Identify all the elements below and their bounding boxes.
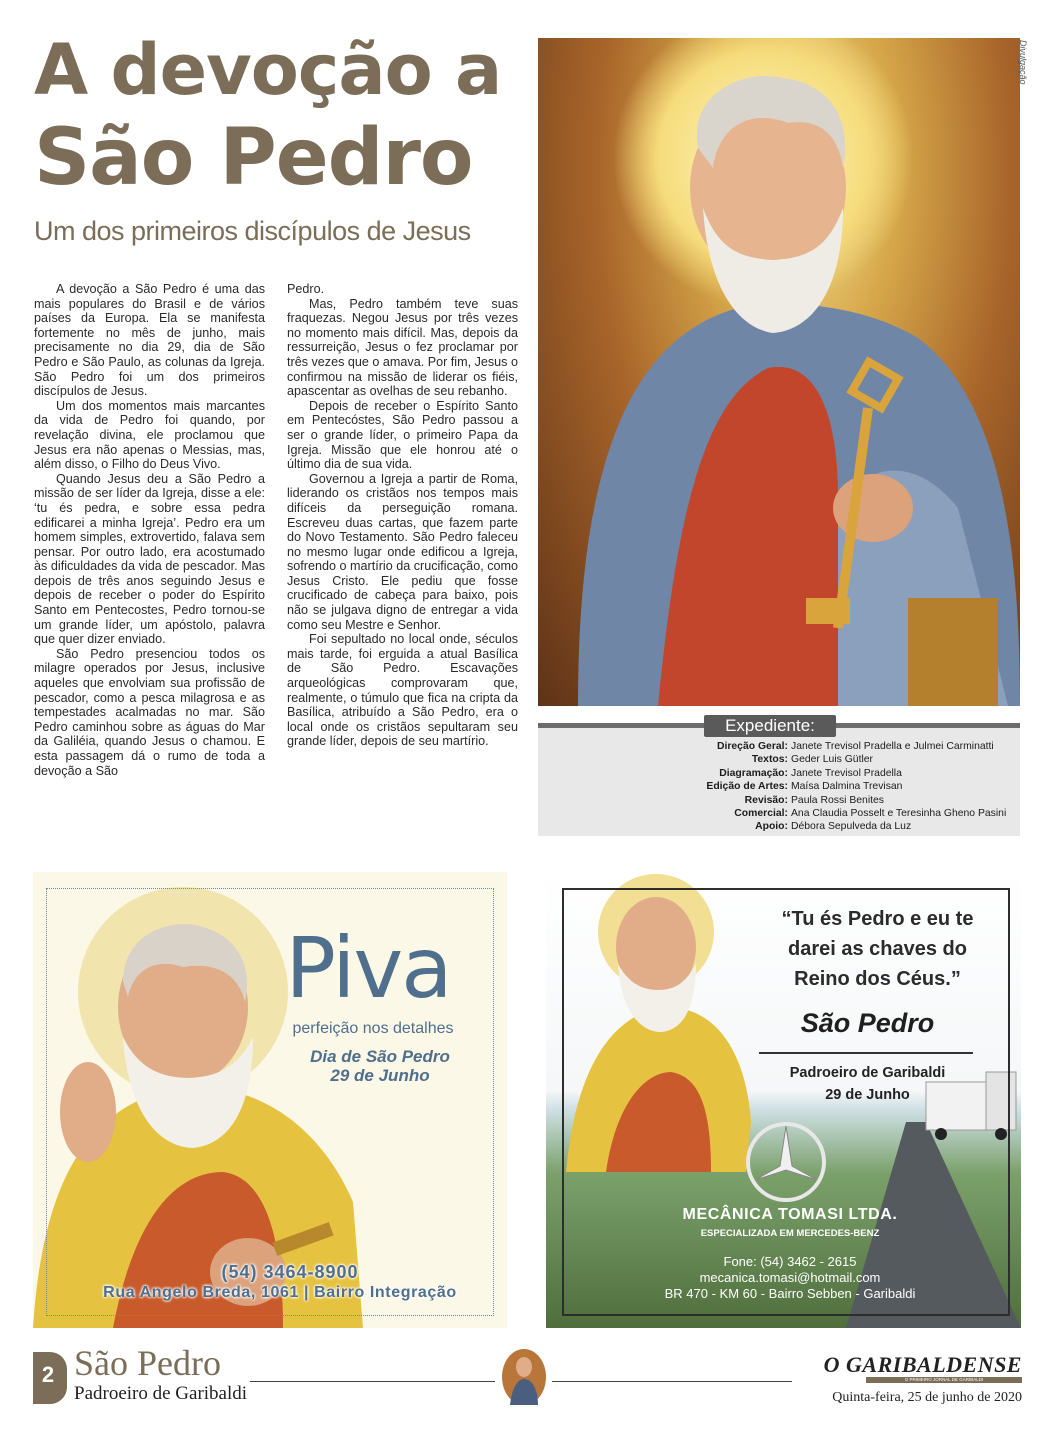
issue-date: Quinta-feira, 25 de junho de 2020 [832, 1390, 1022, 1405]
saint-peter-illustration [538, 38, 1020, 706]
expediente-row [538, 767, 1020, 780]
piva-event-name: Dia de São Pedro [310, 1047, 450, 1066]
piva-tagline: perfeição nos detalhes [292, 1020, 454, 1037]
expediente-person: Paula Rossi Benites [791, 794, 884, 806]
headline-line-2: São Pedro [34, 113, 473, 203]
quote-line: Reino dos Céus.” [794, 968, 961, 990]
piva-event [290, 1047, 470, 1085]
saint-rule [759, 1052, 973, 1054]
subtitle: Um dos primeiros discípulos de Jesus [34, 216, 471, 246]
headline [34, 26, 524, 202]
article-column-2 [287, 282, 518, 749]
footer-rule-right [552, 1381, 792, 1382]
expediente-list [538, 740, 1020, 834]
paragraph: Quando Jesus deu a São Pedro a missão de ser líder da Igreja, disse a ele: ‘tu és pedra, e sobre essa pedra edificarei a minha Igreja’. Pedro era um homem simples, extrovertido, falava sem pensar. Por outro lado, era acostumado às dificuldades da vida de pescador. Mas depois de três anos seguindo Jesus e depois de receber o poder do Espírito Santo em Pentecostes, Pedro tornou-se um grande líder, um apóstolo, palavra que quer dizer enviado. [34, 471, 265, 647]
piva-event-date: 29 de Junho [330, 1066, 430, 1085]
paragraph: Um dos momentos mais marcantes da vida de Pedro foi quando, por revelação divina, ele proclamou que Jesus era não apenas o Messias, mas, além disso, o Filho do Deus Vivo. [34, 398, 265, 472]
patron-info [760, 1062, 975, 1106]
expediente-role: Direção Geral: [716, 741, 788, 752]
paragraph: São Pedro presenciou todos os milagre operados por Jesus, inclusive aqueles que envolviam sua profissão de pescador, como a pesca milagrosa e as tempestades acalmadas no mar. São Pedro caminhou sobre as águas do Mar da Galiléia, quando Jesus o chamou. E esta passagem dá o rumo de toda a devoção a São [34, 646, 265, 778]
quote-line: “Tu és Pedro e eu te [781, 908, 974, 930]
expediente-role: Comercial: [734, 808, 788, 820]
patron-date: 29 de Junho [825, 1087, 910, 1103]
article-column-1 [34, 282, 265, 778]
paragraph: Governou a Igreja a partir de Roma, liderando os cristãos nos tempos mais difíceis da perseguição romana. Escreveu duas cartas, que fazem parte do Novo Testamento. São Pedro faleceu no mesmo lugar onde edificou a Igreja, sofrendo o martírio da crucificação, como Jesus Cristo. Ele pediu que fosse crucificado de cabeça para baixo, pois não se julgava digno de entregar a vida como seu Mestre e Senhor. [287, 471, 518, 632]
expediente-person: Ana Claudia Posselt e Teresinha Gheno Pasini [791, 808, 1007, 820]
expediente-row [538, 820, 1020, 833]
expediente-row [538, 740, 1020, 753]
newspaper-tagline: O PRIMEIRO JORNAL DE GARIBALDI [866, 1377, 1022, 1383]
expediente-role: Apoio: [755, 821, 788, 833]
bible-quote [750, 904, 1005, 994]
piva-address: Rua Angelo Breda, 1061 | Bairro Integração [103, 1284, 457, 1301]
company-address: BR 470 - KM 60 - Bairro Sebben - Garibaldi [664, 1286, 916, 1301]
page-number: 2 [41, 1362, 55, 1387]
company-email: mecanica.tomasi@hotmail.com [699, 1270, 881, 1285]
company-name: MECÂNICA TOMASI LTDA. [682, 1206, 898, 1223]
section-title: São Pedro [74, 1343, 221, 1383]
expediente-person: Débora Sepulveda da Luz [791, 821, 912, 833]
saint-peter-painting [538, 38, 1020, 706]
piva-phone: (54) 3464-8900 [221, 1262, 359, 1282]
paragraph: A devoção a São Pedro é uma das mais populares do Brasil e de vários países da Europa. Ela se manifesta fortemente no mês de junho, mais precisamente no dia 29, dia de São Pedro e São Paulo, as colunas da Igreja. São Pedro foi um dos primeiros discípulos de Jesus. [34, 282, 265, 399]
expediente-person: Janete Trevisol Pradella [791, 767, 902, 779]
footer-rule-left [250, 1381, 495, 1382]
expediente-role: Diagramação: [719, 767, 788, 779]
company-tagline: ESPECIALIZADA EM MERCEDES-BENZ [700, 1228, 880, 1239]
company-contact [640, 1254, 940, 1302]
expediente-row [538, 753, 1020, 766]
paragraph: Depois de receber o Espírito Santo em Pentecóstes, São Pedro passou a ser o grande líder, o primeiro Papa da Igreja. Missão que ele honrou até o último dia de sua vida. [287, 398, 518, 472]
expediente-person: Geder Luis Gütler [791, 754, 874, 766]
expediente-row [538, 807, 1020, 820]
patron-line: Padroeiro de Garibaldi [789, 1065, 946, 1081]
photo-credit: Divulgação [1018, 40, 1028, 85]
expediente-person: Janete Trevisol Pradella e Julmei Carminatti [791, 741, 994, 752]
expediente-row [538, 794, 1020, 807]
newspaper-name: O GARIBALDENSE [823, 1352, 1022, 1377]
company-phone: Fone: (54) 3462 - 2615 [723, 1254, 857, 1269]
expediente-row [538, 780, 1020, 793]
paragraph: Mas, Pedro também teve suas fraquezas. Negou Jesus por três vezes no momento mais difícil. Mas, depois da ressurreição, Jesus o fez proclamar por três vezes que o amava. Por fim, Jesus o confirmou na missão de liderar os fiéis, apascentar as ovelhas de seu rebanho. [287, 296, 518, 399]
paragraph-continuation: Pedro. [287, 282, 325, 296]
piva-logo: Piva [285, 919, 451, 1017]
expediente-role: Textos: [751, 754, 788, 766]
headline-line-1: A devoção a [34, 29, 502, 111]
quote-line: darei as chaves do [788, 938, 967, 960]
expediente-role: Edição de Artes: [706, 781, 788, 793]
footer-saint-medallion-icon [500, 1347, 548, 1407]
paragraph: Foi sepultado no local onde, séculos mais tarde, foi erguida a atual Basílica de São Pedro. Escavações arqueológicas comprovaram que, realmente, o túmulo que fica na cripta da Basílica, atribuído a São Pedro, era o local onde os cristãos sepultaram seu grande líder, depois de seu martírio. [287, 632, 518, 749]
expediente-person: Maísa Dalmina Trevisan [791, 781, 903, 793]
expediente-title: Expediente: [704, 715, 836, 737]
section-subtitle: Padroeiro de Garibaldi [74, 1383, 248, 1404]
expediente-role: Revisão: [744, 794, 788, 806]
saint-name: São Pedro [800, 1008, 935, 1038]
